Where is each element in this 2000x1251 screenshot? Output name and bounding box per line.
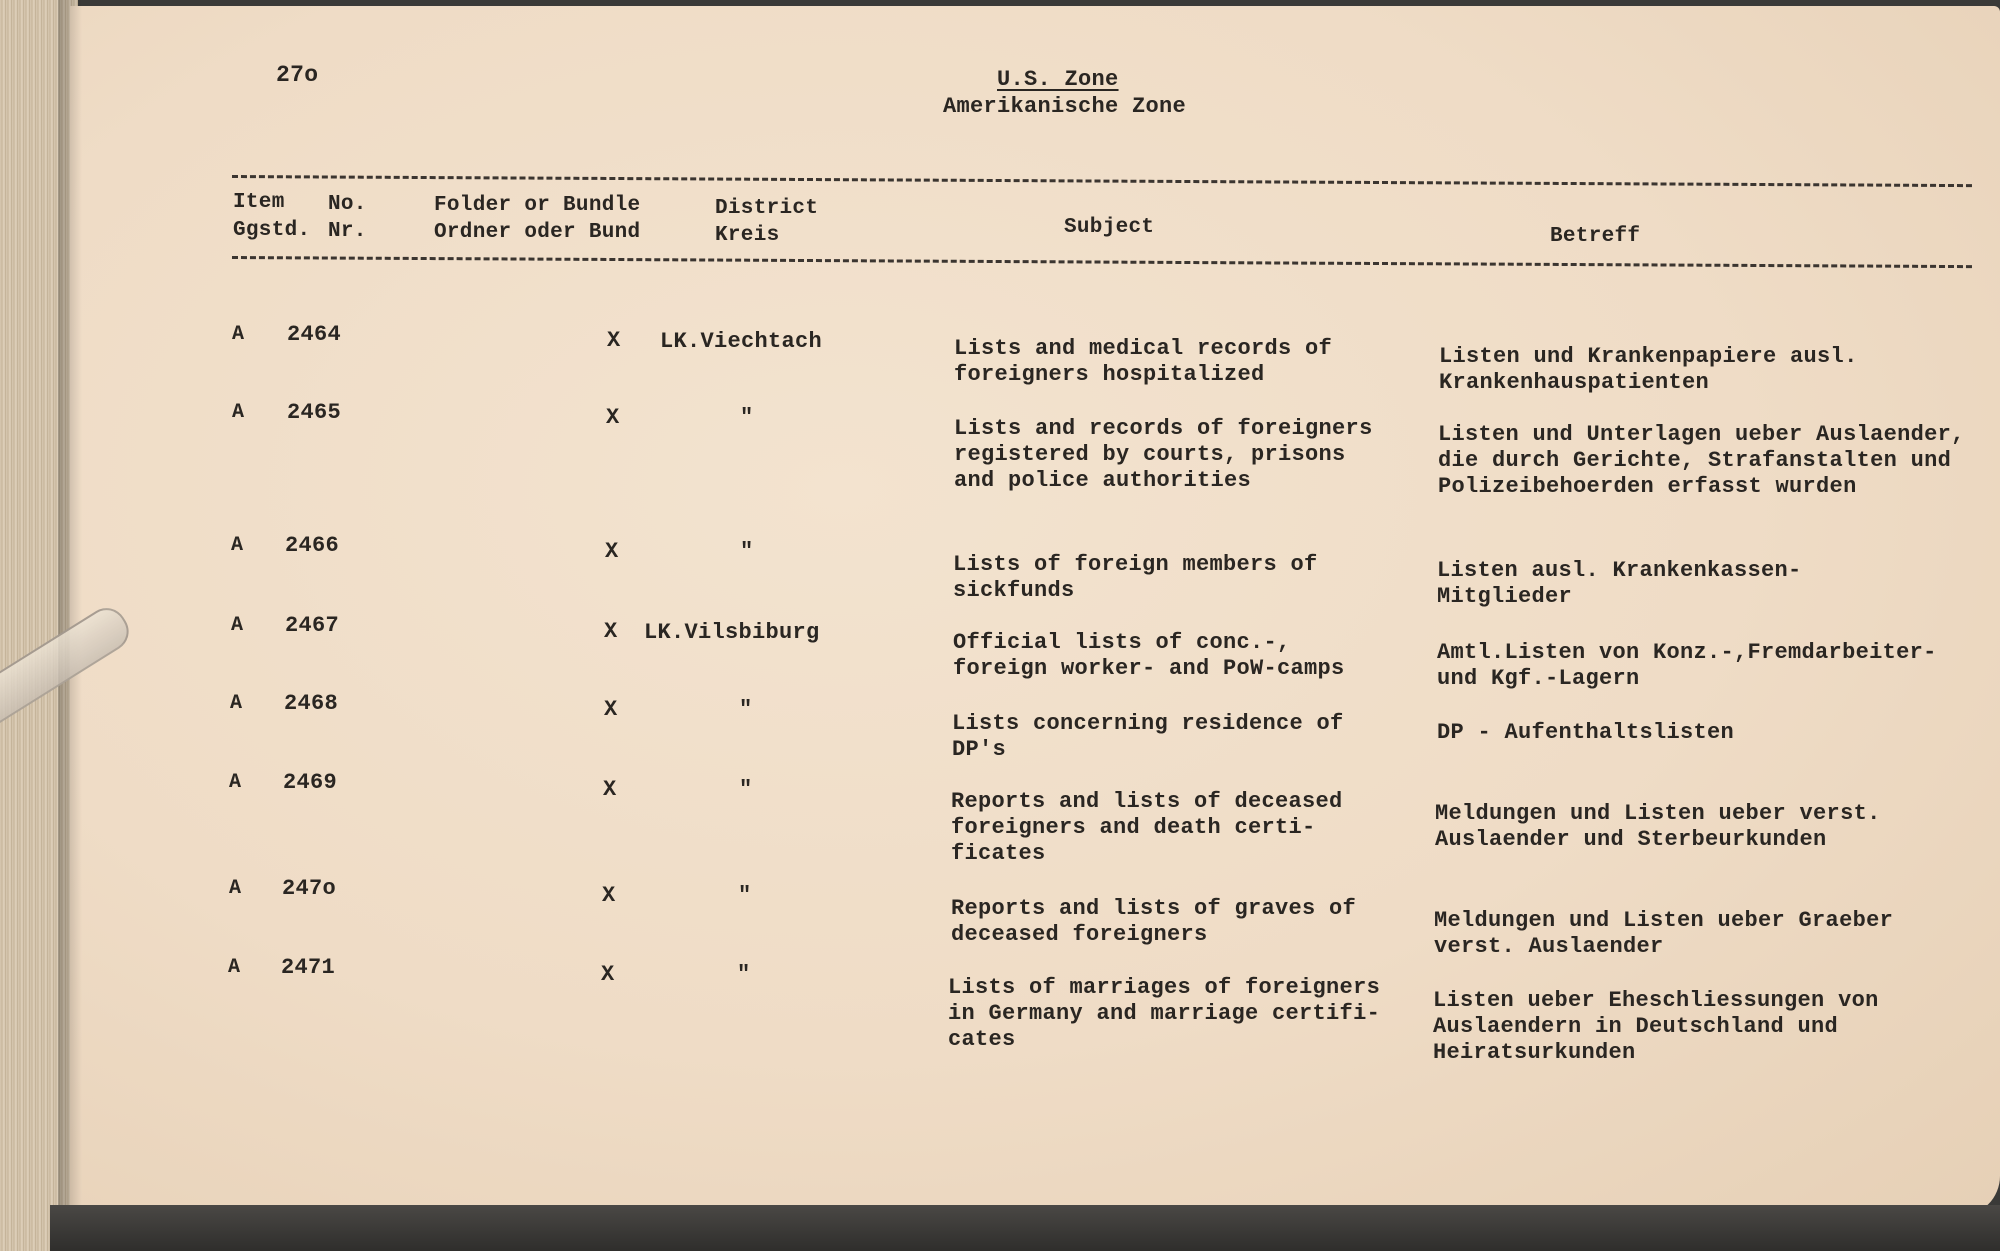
folder-mark: X [603,777,617,802]
item-marker: A [230,692,243,715]
folder-mark: X [606,405,620,430]
item-number: 2468 [284,691,339,716]
subject-text: Lists concerning residence of DP's [952,711,1344,762]
zone-subtitle: Amerikanische Zone [943,94,1187,119]
subject-text: Reports and lists of graves of deceased foreigners [951,896,1357,947]
item-marker: A [228,956,241,979]
item-marker: A [232,323,245,346]
betreff-text: Listen ueber Eheschliessungen von Auslaendern in Deutschland und Heiratsurkunden [1433,988,1879,1065]
col-header-no-de: Nr. [328,220,367,243]
col-header-district-de: Kreis [715,224,780,247]
district: LK.Vilsbiburg [644,620,820,645]
folder-mark: X [605,539,619,564]
page-number: 27o [276,62,319,88]
col-header-subject: Subject [1064,216,1155,239]
subject-text: Official lists of conc.-, foreign worker- and PoW-camps [953,630,1345,681]
item-marker: A [229,771,242,794]
item-number: 2464 [287,322,342,347]
item-number: 2467 [285,613,340,638]
col-header-item-en: Item [233,191,285,214]
item-number: 2465 [287,400,342,425]
col-header-folder-de: Ordner oder Bund [434,221,641,244]
folder-mark: X [607,328,621,353]
folder-mark: X [604,697,618,722]
subject-text: Lists of marriages of foreigners in Germany and marriage certifi- cates [948,975,1381,1052]
item-marker: A [231,614,244,637]
betreff-text: Amtl.Listen von Konz.-,Fremdarbeiter- und Kgf.-Lagern [1437,640,1937,691]
district-ditto: " [739,777,753,802]
subject-text: Lists and records of foreigners registered by courts, prisons and police authorities [954,416,1373,493]
subject-text: Lists and medical records of foreigners hospitalized [954,336,1333,387]
district-ditto: " [737,962,751,987]
col-header-folder-en: Folder or Bundle [434,194,641,217]
betreff-text: Listen und Unterlagen ueber Auslaender, die durch Gerichte, Strafanstalten und Polizeibehoerden erfasst wurden [1438,422,1965,499]
district-ditto: " [740,539,754,564]
subject-text: Reports and lists of deceased foreigners and death certi- ficates [951,789,1343,866]
item-marker: A [231,534,244,557]
item-number: 2469 [283,770,338,795]
item-number: 2471 [281,955,336,980]
district-ditto: " [740,405,754,430]
district: LK.Viechtach [660,329,823,354]
betreff-text: Meldungen und Listen ueber Graeber verst. Auslaender [1434,908,1894,959]
betreff-text: Listen ausl. Krankenkassen- Mitglieder [1437,558,1802,609]
item-number: 2466 [285,533,340,558]
district-ditto: " [738,883,752,908]
item-number: 247o [282,876,337,901]
district-ditto: " [739,697,753,722]
col-header-item-de: Ggstd. [233,219,311,242]
betreff-text: DP - Aufenthaltslisten [1437,720,1735,745]
scan-bottom-background [50,1205,2000,1251]
zone-title: U.S. Zone [997,67,1119,92]
folder-mark: X [601,962,615,987]
col-header-district-en: District [715,197,819,220]
subject-text: Lists of foreign members of sickfunds [953,552,1318,603]
col-header-no-en: No. [328,193,367,216]
betreff-text: Meldungen und Listen ueber verst. Auslaender und Sterbeurkunden [1435,801,1881,852]
folder-mark: X [602,883,616,908]
item-marker: A [229,877,242,900]
col-header-betreff: Betreff [1550,225,1641,248]
betreff-text: Listen und Krankenpapiere ausl. Krankenhauspatienten [1439,344,1858,395]
folder-mark: X [604,619,618,644]
item-marker: A [232,401,245,424]
